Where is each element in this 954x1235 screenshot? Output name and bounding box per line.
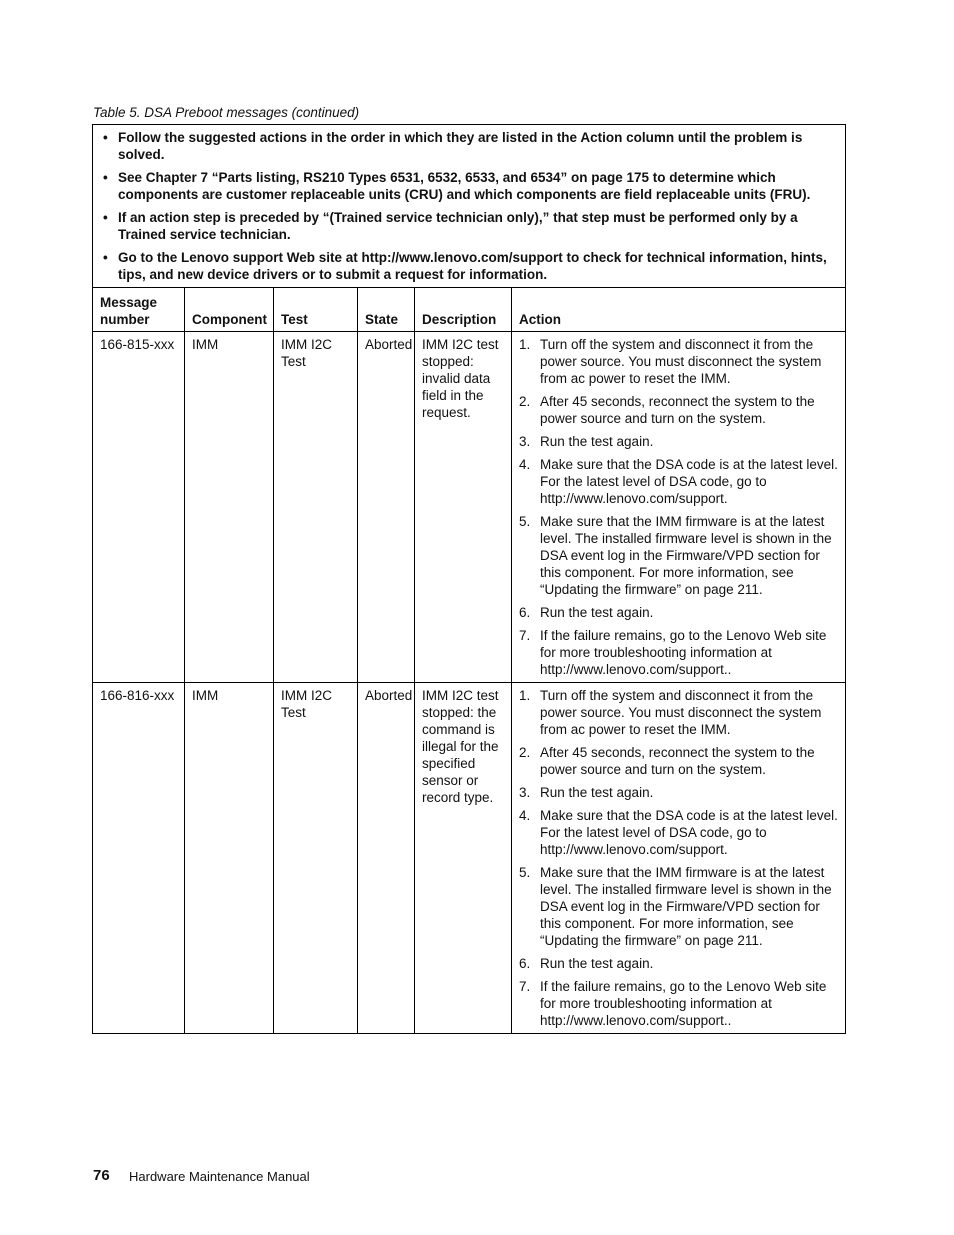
dsa-preboot-messages-table xyxy=(92,124,846,1034)
state-cell: Aborted xyxy=(358,683,415,1034)
table-row xyxy=(93,332,846,683)
action-step xyxy=(519,744,838,778)
message-number-cell: 166-816-xxx xyxy=(93,683,185,1034)
action-cell xyxy=(512,332,846,683)
test-cell: IMM I2C Test xyxy=(274,683,358,1034)
action-step xyxy=(519,955,838,972)
state-cell: Aborted xyxy=(358,332,415,683)
action-step xyxy=(519,978,838,1029)
step-text: If the failure remains, go to the Lenovo Web site for more troubleshooting information at http://www.lenovo.com/support.. xyxy=(540,628,827,677)
action-step xyxy=(519,864,838,949)
action-step xyxy=(519,687,838,738)
action-list xyxy=(519,687,838,1029)
step-text: Turn off the system and disconnect it from the power source. You must disconnect the system from ac power to reset the IMM. xyxy=(540,688,822,737)
step-text: After 45 seconds, reconnect the system to the power source and turn on the system. xyxy=(540,394,815,426)
test-cell: IMM I2C Test xyxy=(274,332,358,683)
action-step xyxy=(519,336,838,387)
step-text: After 45 seconds, reconnect the system to the power source and turn on the system. xyxy=(540,745,815,777)
step-number: 7. xyxy=(519,628,531,643)
step-number: 6. xyxy=(519,956,531,971)
note-text: Go to the Lenovo support Web site at http://www.lenovo.com/support to check for technical information, hints, tips, and new device drivers or to submit a request for information. xyxy=(118,250,827,282)
action-step xyxy=(519,627,838,678)
step-number: 4. xyxy=(519,808,531,823)
header-action: Action xyxy=(512,288,846,332)
component-cell: IMM xyxy=(185,683,274,1034)
step-number: 4. xyxy=(519,457,531,472)
action-step xyxy=(519,513,838,598)
page-number: 76 xyxy=(93,1167,110,1184)
note-item: • Follow the suggested actions in the order in which they are listed in the Action column until the problem is solved. xyxy=(103,130,803,162)
step-text: Turn off the system and disconnect it from the power source. You must disconnect the system from ac power to reset the IMM. xyxy=(540,337,822,386)
step-text: If the failure remains, go to the Lenovo Web site for more troubleshooting information at http://www.lenovo.com/support.. xyxy=(540,979,827,1028)
action-step xyxy=(519,393,838,427)
step-text: Make sure that the DSA code is at the latest level. For the latest level of DSA code, go to http://www.lenovo.com/support. xyxy=(540,808,838,857)
table-caption: Table 5. DSA Preboot messages (continued) xyxy=(93,105,360,120)
header-test: Test xyxy=(274,288,358,332)
header-description: Description xyxy=(415,288,512,332)
step-text: Run the test again. xyxy=(540,434,654,449)
step-number: 5. xyxy=(519,514,531,529)
notes-row xyxy=(93,125,846,288)
action-step xyxy=(519,604,838,621)
step-text: Make sure that the IMM firmware is at the latest level. The installed firmware level is shown in the DSA event log in the Firmware/VPD section for this component. For more information, see “Updating the firmware” on page 211. xyxy=(540,865,832,948)
step-number: 5. xyxy=(519,865,531,880)
header-row xyxy=(93,288,846,332)
notes-list xyxy=(101,129,837,283)
notes-cell xyxy=(93,125,846,288)
step-number: 6. xyxy=(519,605,531,620)
description-cell: IMM I2C test stopped: the command is illegal for the specified sensor or record type. xyxy=(415,683,512,1034)
action-step xyxy=(519,433,838,450)
note-item: • See Chapter 7 “Parts listing, RS210 Types 6531, 6532, 6533, and 6534” on page 175 to determine which components are customer replaceable units (CRU) and which components are field replaceable units (FRU). xyxy=(103,170,811,202)
note-item: • Go to the Lenovo support Web site at http://www.lenovo.com/support to check for technical information, hints, tips, and new device drivers or to submit a request for information. xyxy=(103,250,827,282)
step-number: 3. xyxy=(519,434,531,449)
note-text: See Chapter 7 “Parts listing, RS210 Types 6531, 6532, 6533, and 6534” on page 175 to determine which components are customer replaceable units (CRU) and which components are field replaceable units (FRU). xyxy=(118,170,811,202)
action-list xyxy=(519,336,838,678)
note-text: Follow the suggested actions in the order in which they are listed in the Action column until the problem is solved. xyxy=(118,130,803,162)
step-text: Make sure that the DSA code is at the latest level. For the latest level of DSA code, go to http://www.lenovo.com/support. xyxy=(540,457,838,506)
table-row xyxy=(93,683,846,1034)
step-number: 2. xyxy=(519,745,531,760)
note-text: If an action step is preceded by “(Trained service technician only),” that step must be performed only by a Trained service technician. xyxy=(118,210,798,242)
header-message-number: Message number xyxy=(93,288,185,332)
step-number: 7. xyxy=(519,979,531,994)
manual-title: Hardware Maintenance Manual xyxy=(129,1169,310,1184)
action-step xyxy=(519,784,838,801)
description-cell: IMM I2C test stopped: invalid data field in the request. xyxy=(415,332,512,683)
action-step xyxy=(519,807,838,858)
message-number-cell: 166-815-xxx xyxy=(93,332,185,683)
step-number: 1. xyxy=(519,688,531,703)
step-text: Run the test again. xyxy=(540,605,654,620)
step-number: 1. xyxy=(519,337,531,352)
component-cell: IMM xyxy=(185,332,274,683)
note-item: • If an action step is preceded by “(Trained service technician only),” that step must be performed only by a Trained service technician. xyxy=(103,210,798,242)
header-component: Component xyxy=(185,288,274,332)
step-text: Run the test again. xyxy=(540,956,654,971)
step-text: Run the test again. xyxy=(540,785,654,800)
action-step xyxy=(519,456,838,507)
step-number: 3. xyxy=(519,785,531,800)
action-cell xyxy=(512,683,846,1034)
step-number: 2. xyxy=(519,394,531,409)
step-text: Make sure that the IMM firmware is at the latest level. The installed firmware level is shown in the DSA event log in the Firmware/VPD section for this component. For more information, see “Updating the firmware” on page 211. xyxy=(540,514,832,597)
header-state: State xyxy=(358,288,415,332)
